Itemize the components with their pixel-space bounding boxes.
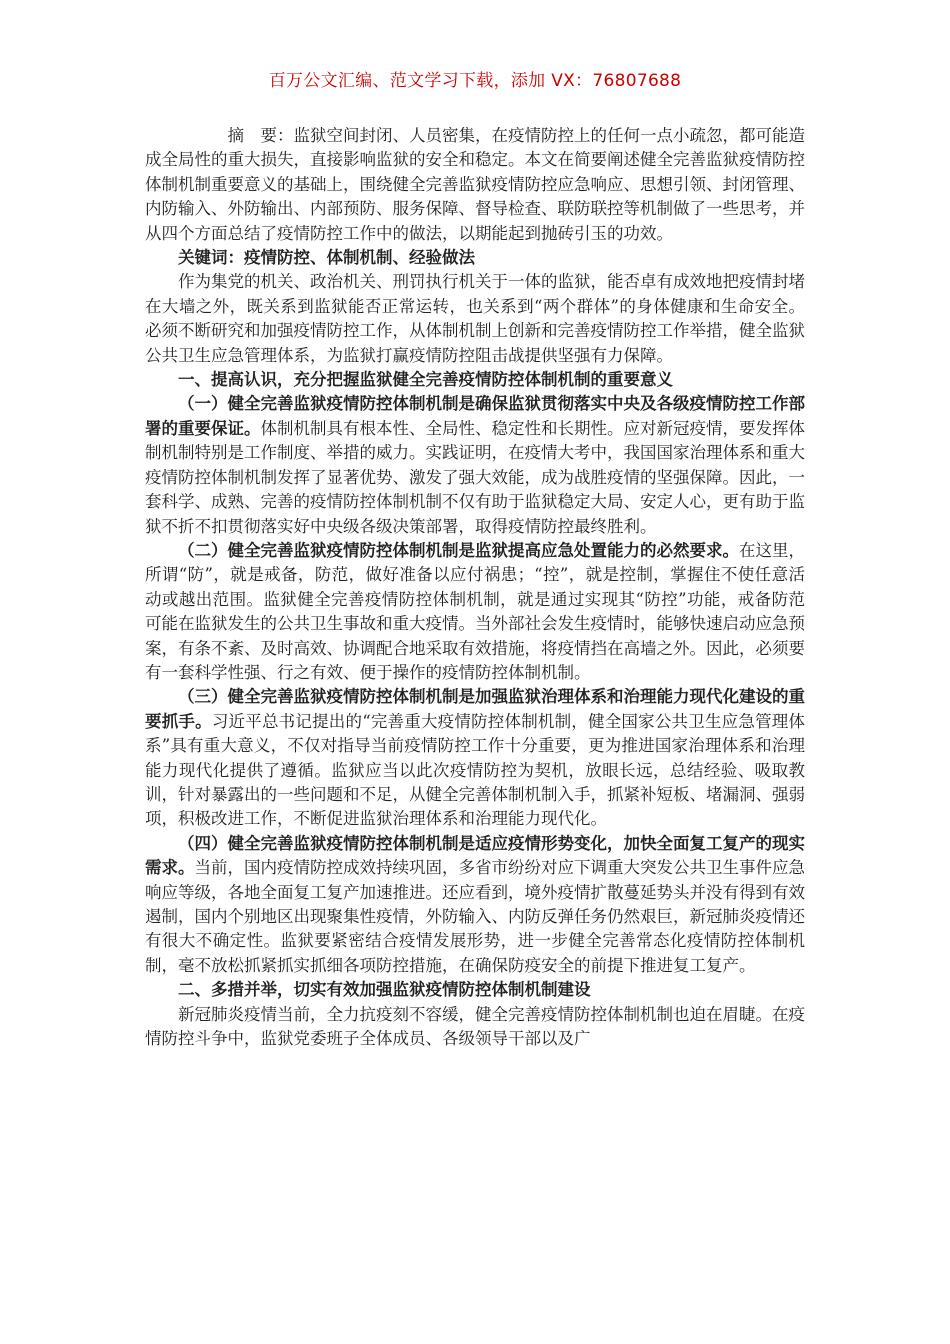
section-heading-2: 二、多措并举，切实有效加强监狱疫情防控体制机制建设	[178, 980, 591, 1000]
keywords-line: 关键词：疫情防控、体制机制、经验做法	[178, 248, 475, 268]
intro-paragraph: 作为集党的机关、政治机关、刑罚执行机关于一体的监狱，能否卓有成效地把疫情封堵在大墙之外，既关系到监狱能否正常运转，也关系到“两个群体”的身体健康和生命安全。必须不断研究和加强疫情防控工作，从体制机制上创新和完善疫情防控工作举措，健全监狱公共卫生应急管理体系，为监狱打赢疫情防控阻击战提供坚强有力保障。	[145, 272, 805, 365]
paragraph-5: 新冠肺炎疫情当前，全力抗疫刻不容缓，健全完善疫情防控体制机制也迫在眉睫。在疫情防控斗争中，监狱党委班子全体成员、各级领导干部以及广	[145, 1004, 805, 1049]
document-body	[145, 124, 805, 1051]
paragraph-2-text: 在这里，所谓“防”，就是戒备，防范，做好准备以应付祸患；“控”，就是控制，掌握住不使任意活动或越出范围。监狱健全完善疫情防控体制机制，就是通过实现其“防控”功能，戒备防范可能在监狱发生的公共卫生事故和重大疫情。当外部社会发生疫情时，能够快速启动应急预案，有条不紊、及时高效、协调配合地采取有效措施，将疫情挡在高墙之外。因此，必须要有一套科学性强、行之有效、便于操作的疫情防控体制机制。	[145, 540, 805, 682]
paragraph-4-text: 当前，国内疫情防控成效持续巩固，多省市纷纷对应下调重大突发公共卫生事件应急响应等级，各地全面复工复产加速推进。还应看到，境外疫情扩散蔓延势头并没有得到有效遏制，国内个别地区出现聚集性疫情，外防输入、内防反弹任务仍然艰巨，新冠肺炎疫情还有很大不确定性。监狱要紧密结合疫情发展形势，进一步健全完善常态化疫情防控体制机制，毫不放松抓紧抓实抓细各项防控措施，在确保防疫安全的前提下推进复工复产。	[145, 858, 805, 975]
paragraph-3-text: 习近平总书记提出的“完善重大疫情防控体制机制，健全国家公共卫生应急管理体系”具有重大意义，不仅对指导当前疫情防控工作十分重要，更为推进国家治理体系和治理能力现代化提供了遵循。监狱应当以此次疫情防控为契机，放眼长远，总结经验、吸取教训，针对暴露出的一些问题和不足，从健全完善体制机制入手，抓紧补短板、堵漏洞、强弱项，积极改进工作，不断促进监狱治理体系和治理能力现代化。	[145, 711, 805, 829]
paragraph-1-lead: （一）健全完善监狱疫情防控体制机制是确保监狱贯彻落实中央及各级疫情防控工作部署的重要保证。	[145, 394, 805, 438]
paragraph-1	[145, 392, 805, 538]
abstract-paragraph	[145, 124, 805, 246]
abstract-text: 监狱空间封闭、人员密集，在疫情防控上的任何一点小疏忽，都可能造成全局性的重大损失，直接影响监狱的安全和稳定。本文在简要阐述健全完善监狱疫情防控体制机制重要意义的基础上，围绕健全完善监狱疫情防控应急响应、思想引领、封闭管理、内防输入、外防输出、内部预防、服务保障、督导检查、联防联控等机制做了一些思考，并从四个方面总结了疫情防控工作中的做法，以期能起到抛砖引玉的功效。	[145, 126, 805, 243]
paragraph-4	[145, 832, 805, 978]
paragraph-3	[145, 685, 805, 831]
paragraph-1-text: 体制机制具有根本性、全局性、稳定性和长期性。应对新冠疫情，要发挥体制机制特别是工作制度、举措的威力。实践证明，在疫情大考中，我国国家治理体系和重大疫情防控体制机制发挥了显著优势、激发了强大效能，成为战胜疫情的坚强保障。因此，一套科学、成熟、完善的疫情防控体制机制不仅有助于监狱稳定大局、安定人心，更有助于监狱不折不扣贯彻落实好中央级各级决策部署，取得疫情防控最终胜利。	[145, 418, 805, 536]
paragraph-2-lead: （二）健全完善监狱疫情防控体制机制是监狱提高应急处置能力的必然要求。	[178, 540, 739, 560]
paragraph-3-lead: （三）健全完善监狱疫情防控体制机制是加强监狱治理体系和治理能力现代化建设的重要抓手。	[145, 687, 805, 731]
paragraph-2	[145, 539, 805, 685]
abstract-label: 摘 要：	[227, 126, 294, 145]
watermark-header: 百万公文汇编、范文学习下载，添加 VX：76807688	[268, 71, 682, 91]
section-heading-1: 一、提高认识，充分把握监狱健全完善疫情防控体制机制的重要意义	[178, 370, 673, 390]
paragraph-4-lead: （四）健全完善监狱疫情防控体制机制是适应疫情形势变化，加快全面复工复产的现实需求。	[145, 833, 805, 878]
